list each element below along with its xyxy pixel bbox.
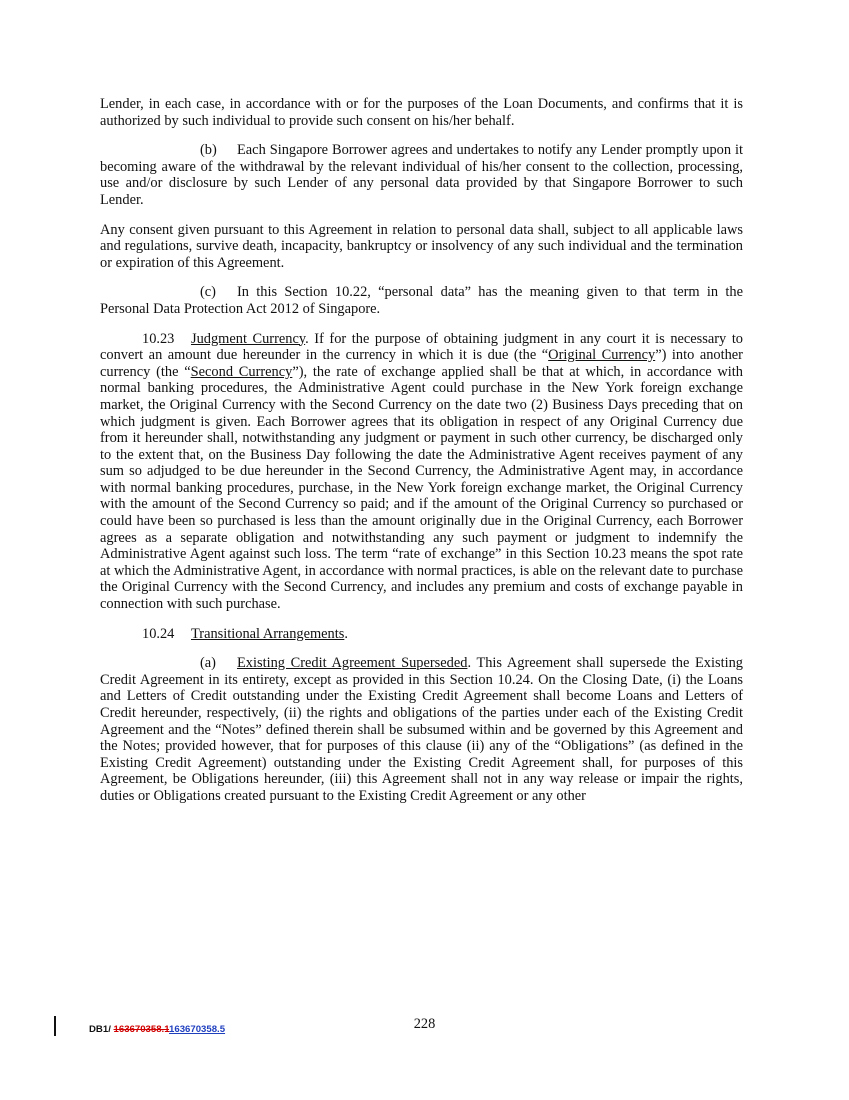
section-heading: Judgment Currency xyxy=(191,330,306,347)
defined-term: Second Currency xyxy=(190,363,293,380)
paragraph-a xyxy=(100,655,743,804)
clause-text: In this Section 10.22, “personal data” has the meaning given to that term in the Personal Data Protection Act 2012 of Singapore. xyxy=(100,284,743,317)
section-number: 10.24 xyxy=(142,625,175,642)
section-heading: Transitional Arrangements xyxy=(191,625,345,642)
clause-text: Each Singapore Borrower agrees and undertakes to notify any Lender promptly upon it becoming aware of the withdrawal by the relevant individual of his/her consent to the collection, processing, use and/or disclosure by such Lender of any personal data provided by that Singapore Borrower to such Lender. xyxy=(100,142,743,208)
docid-inserted: 163670358.5 xyxy=(169,1024,226,1035)
paragraph-b xyxy=(100,142,743,208)
paragraph-c xyxy=(100,284,743,317)
section-10-24 xyxy=(100,626,743,643)
paragraph-consent: Any consent given pursuant to this Agreement in relation to personal data shall, subject to all applicable laws and regulations, survive death, incapacity, bankruptcy or insolvency of any such individual and the termination or expiration of this Agreement. xyxy=(100,221,743,271)
section-10-23 xyxy=(100,331,743,613)
clause-heading: Existing Credit Agreement Superseded xyxy=(237,655,468,672)
section-number: 10.23 xyxy=(142,330,175,347)
clause-number: (c) xyxy=(200,284,216,301)
clause-text: . This Agreement shall supersede the Existing Credit Agreement in its entirety, except as provided in this Section 10.24. On the Closing Date, (i) the Loans and Letters of Credit outstanding under the Existing Credit Agreement shall become Loans and Letters of Credit hereunder, respectively, (ii) the rights and obligations of the parties under each of the Existing Credit Agreement and the “Notes” defined therein shall be subsumed within and be governed by this Agreement and the Notes; provided however, that for purposes of this clause (ii) any of the “Obligations” (as defined in the Existing Credit Agreement) outstanding under the Existing Credit Agreement shall, for purposes of this Agreement, be Obligations hereunder, (iii) this Agreement shall not in any way release or impair the rights, duties or Obligations created pursuant to the Existing Credit Agreement or any other xyxy=(100,655,743,804)
paragraph-continuation: Lender, in each case, in accordance with or for the purposes of the Loan Documents, and confirms that it is authorized by such individual to provide such consent on his/her behalf. xyxy=(100,96,743,129)
section-text: ”) into another currency (the “ xyxy=(100,347,743,380)
page-number: 228 xyxy=(413,1016,436,1032)
page-footer xyxy=(0,1016,849,1040)
document-body xyxy=(100,96,743,805)
section-text: ”), the rate of exchange applied shall be that at which, in accordance with normal banking procedures, the Administrative Agent could purchase in the New York foreign exchange market, the Original Currency with the Second Currency on the date two (2) Business Days preceding that on which judgment is given. Each Borrower agrees that its obligation in respect of any Original Currency due from it hereunder shall, notwithstanding any judgment or payment in such other currency, be discharged only to the extent that, on the Business Day following the date the Administrative Agent receives payment of any sum so adjudged to be due hereunder in the Second Currency, the Administrative Agent may, in accordance with normal banking procedures, purchase, in the New York foreign exchange market, the Original Currency with the amount of the Second Currency so paid; and if the amount of the Original Currency so purchased or could have been so purchased is less than the amount originally due in the Original Currency, each Borrower agrees as a separate obligation and notwithstanding any such payment or judgment to indemnify the Administrative Agent against such loss. The term “rate of exchange” in this Section 10.23 means the spot rate at which the Administrative Agent, in accordance with normal practices, is able on the relevant date to purchase the Original Currency with the Second Currency, and includes any premium and costs of exchange payable in connection with such purchase. xyxy=(100,363,743,613)
defined-term: Original Currency xyxy=(548,347,656,364)
clause-number: (b) xyxy=(200,142,217,159)
section-text: . If for the purpose of obtaining judgment in any court it is necessary to convert an amount due hereunder in the currency in which it is due (the “ xyxy=(100,330,744,364)
docid-deleted: 163670358.1 xyxy=(113,1024,170,1035)
clause-number: (a) xyxy=(200,655,216,672)
docid-prefix: DB1/ xyxy=(89,1024,114,1035)
section-text: . xyxy=(344,625,348,642)
